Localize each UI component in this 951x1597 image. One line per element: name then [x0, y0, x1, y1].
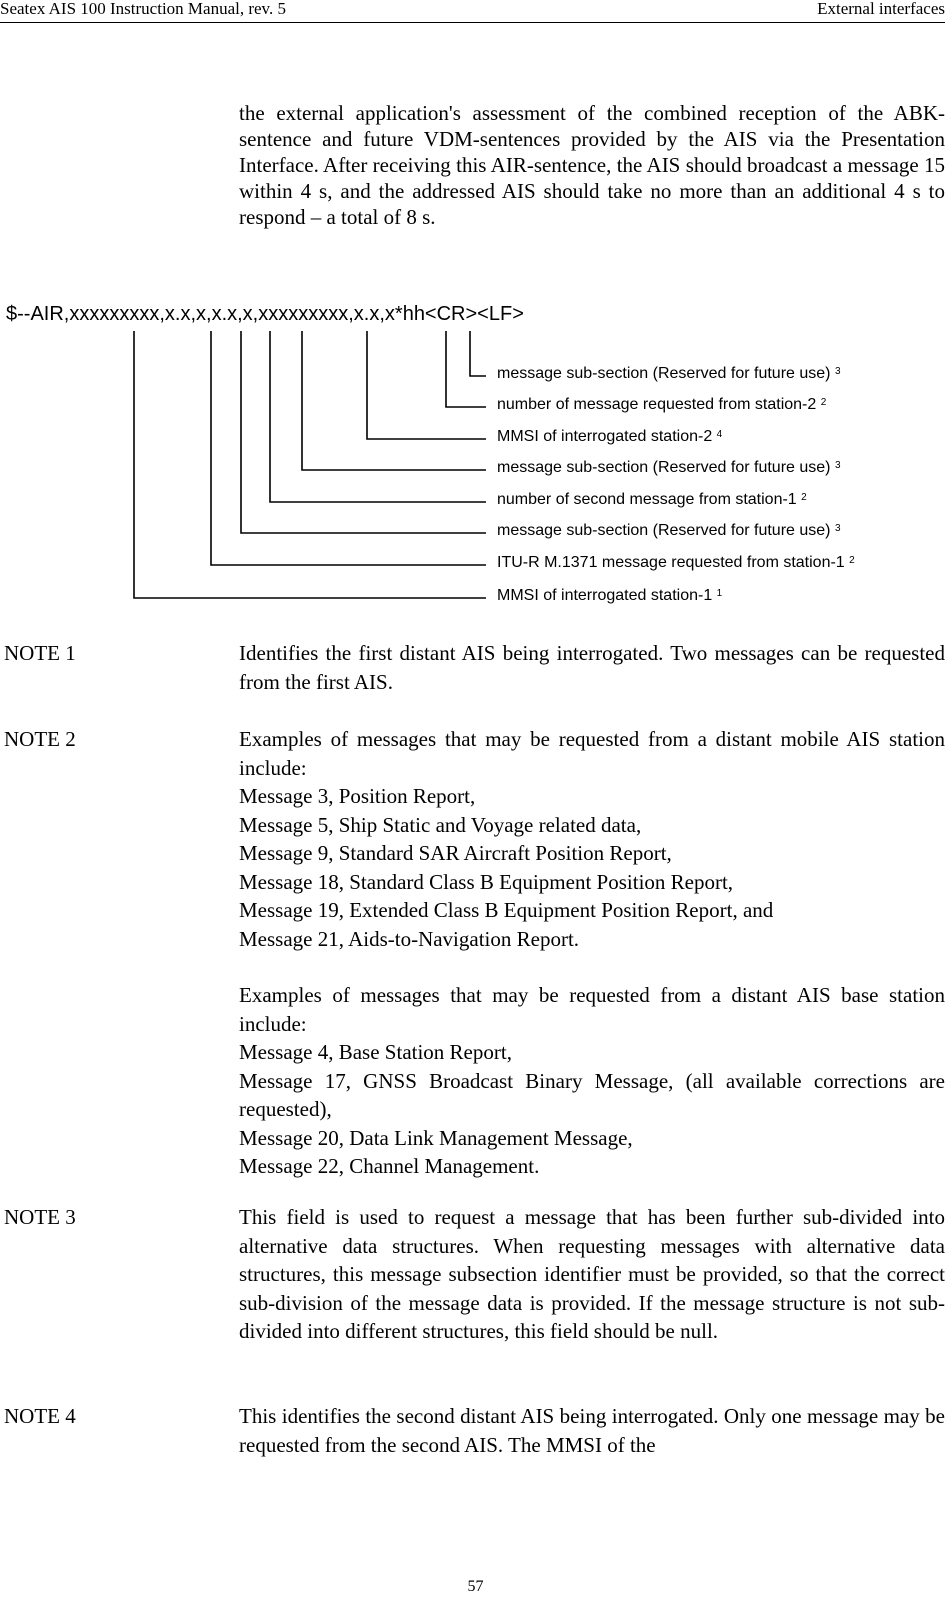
note-2-line: Message 3, Position Report, [239, 784, 476, 808]
field-label-1: message sub-section (Reserved for future use) $^3$ [497, 365, 841, 382]
leader-line-4 [302, 331, 486, 470]
note-2-line: Message 17, GNSS Broadcast Binary Message, (all available corrections are requested), [239, 1068, 945, 1121]
note-2-line: Examples of messages that may be requested from a distant AIS base station include: [239, 983, 945, 1036]
note-1-body [239, 639, 945, 696]
field-label-3: MMSI of interrogated station-2 $^4$ [497, 428, 723, 445]
field-label-8: MMSI of interrogated station-1 $^1$ [497, 587, 723, 604]
field-label-5: number of second message from station-1 $^2$ [497, 491, 807, 508]
leader-line-7 [211, 331, 486, 565]
page-number: 57 [467, 1578, 484, 1595]
field-label-6: message sub-section (Reserved for future use) $^3$ [497, 522, 841, 539]
leader-line-8 [134, 331, 486, 598]
note-2-line: Examples of messages that may be requested from a distant mobile AIS station include: [239, 727, 945, 780]
note-4-label: NOTE 4 [4, 1404, 76, 1428]
note-2-line: Message 18, Standard Class B Equipment Position Report, [239, 869, 734, 894]
field-label-2: number of message requested from station-2 $^2$ [497, 396, 827, 413]
air-sentence-diagram [0, 300, 951, 615]
air-sentence-format: $--AIR,xxxxxxxxx,x.x,x,x.x,x,xxxxxxxxx,x.x,x*hh<CR><LF> [6, 303, 524, 325]
note-1-label: NOTE 1 [4, 641, 76, 665]
header-section-title: External interfaces [817, 0, 945, 18]
field-label-4: message sub-section (Reserved for future use) $^3$ [497, 459, 841, 476]
note-3-text: This field is used to request a message that has been further sub-divided into alternative data structures. When requesting messages with alternative data structures, this message subsection identifier must be provided, so that the correct sub-division of the message data is provided. If the message structure is not sub-divided into different structures, this field should be null. [239, 1205, 945, 1343]
leader-line-2 [446, 331, 486, 407]
note-2-line: Message 4, Base Station Report, [239, 1040, 512, 1064]
leader-line-3 [367, 331, 486, 439]
note-2-line: Message 19, Extended Class B Equipment Position Report, and [239, 898, 774, 922]
note-3-label: NOTE 3 [4, 1205, 76, 1229]
intro-paragraph: the external application's assessment of the combined reception of the ABK-sentence and future VDM-sentences provided by the AIS via the Presentation Interface. After receiving this AIR-sentence, the AIS should broadcast a message 15 within 4 s, and the addressed AIS should take no more than an additional 4 s to respond – a total of 8 s. [239, 101, 945, 229]
note-2-line: Message 21, Aids-to-Navigation Report. [239, 926, 580, 951]
header-document-title: Seatex AIS 100 Instruction Manual, rev. 5 [0, 0, 286, 18]
note-1-text: Identifies the first distant AIS being interrogated. Two messages can be requested from the first AIS. [239, 641, 945, 694]
note-2-line: Message 5, Ship Static and Voyage related data, [239, 812, 642, 837]
note-2-spacer [239, 953, 945, 981]
note-2-body [239, 725, 945, 1181]
note-2-line: Message 9, Standard SAR Aircraft Position Report, [239, 841, 672, 865]
note-4-body [239, 1402, 945, 1459]
note-2-label: NOTE 2 [4, 727, 76, 751]
page-header [0, 0, 945, 23]
note-3-body [239, 1203, 945, 1346]
leader-line-1 [470, 331, 486, 376]
note-2-line: Message 20, Data Link Management Message, [239, 1125, 633, 1150]
field-label-7: ITU-R M.1371 message requested from station-1 $^2$ [497, 554, 855, 571]
note-4-text: This identifies the second distant AIS being interrogated. Only one message may be requested from the second AIS. The MMSI of the [239, 1404, 945, 1457]
note-2-line: Message 22, Channel Management. [239, 1154, 540, 1178]
